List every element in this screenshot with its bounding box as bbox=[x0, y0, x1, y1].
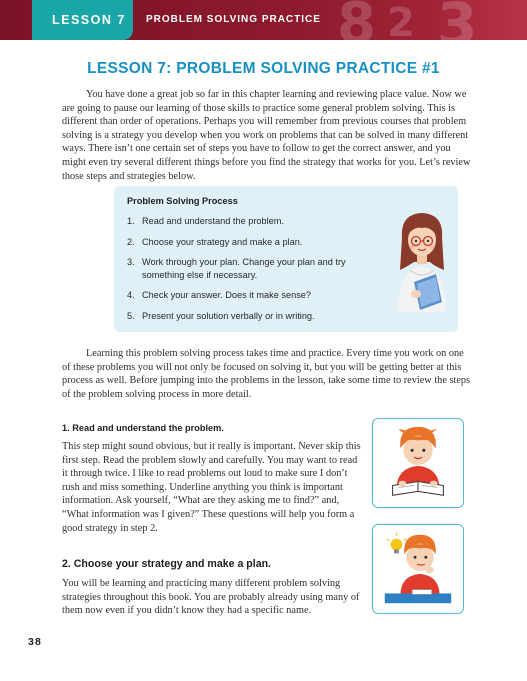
svg-text:3: 3 bbox=[437, 0, 478, 52]
svg-text:8: 8 bbox=[337, 0, 376, 52]
step-number: 3. bbox=[127, 257, 135, 267]
step-number: 2. bbox=[127, 236, 135, 247]
section-heading-read-understand: 1. Read and understand the problem. bbox=[62, 423, 224, 433]
process-steps-list bbox=[127, 215, 372, 330]
section-body-choose-strategy: You will be learning and practicing many different problem solving strategies throughout this book. You are probably already using many of them now even if you didn’t know they had a specific name. bbox=[62, 578, 360, 617]
header-section-title: PROBLEM SOLVING PRACTICE bbox=[146, 14, 321, 25]
step-number: 5. bbox=[127, 310, 135, 321]
step-text: Work through your plan. Change your plan and try something else if necessary. bbox=[142, 257, 346, 280]
boy-lightbulb-thinking-icon bbox=[373, 525, 463, 613]
process-step bbox=[127, 215, 372, 228]
step-number: 4. bbox=[127, 290, 135, 300]
intro-paragraph: You have done a great job so far in this chapter learning and reviewing place value. Now we are going to pause our learning of those skills to practice some general problem solving. This is different than order of operations. Perhaps you will remember from previous courses that problem solving is a strategy you develop when you work on problems that can be solved in many different ways. There isn’t one certain set of steps you have to follow to get the correct answer, and you might even try several different things before you find the strategy that works for you. Let’s review those steps and strategies below. bbox=[62, 89, 471, 182]
girl-reading-book-icon bbox=[384, 208, 460, 312]
lesson-number-tab: LESSON 7 bbox=[32, 0, 133, 40]
process-box-title: Problem Solving Process bbox=[127, 196, 238, 206]
page-number: 38 bbox=[28, 636, 43, 648]
process-explanation-paragraph: Learning this problem solving process takes time and practice. Every time you work on one of these problems you will not only be focused on solving it, but you will be getting better at this process as well. Before jumping into the problems in the lesson, take some time to review the steps of the problem solving process in more detail. bbox=[62, 348, 471, 400]
process-step bbox=[127, 236, 372, 249]
page-title: LESSON 7: PROBLEM SOLVING PRACTICE #1 bbox=[87, 60, 440, 77]
process-step bbox=[127, 256, 372, 281]
svg-text:2: 2 bbox=[387, 0, 415, 46]
step-text: Read and understand the problem. bbox=[142, 216, 284, 226]
step-text: Choose your strategy and make a plan. bbox=[142, 236, 303, 247]
boy-reading-book-icon bbox=[373, 419, 463, 507]
process-step bbox=[127, 289, 372, 302]
process-step bbox=[127, 310, 372, 323]
decorative-numbers-graphic bbox=[327, 0, 507, 52]
boy-thinking-card bbox=[372, 524, 464, 614]
step-text: Check your answer. Does it make sense? bbox=[142, 290, 312, 300]
section-body-read-understand: This step might sound obvious, but it really is important. Never skip this first step. Read the problem slowly and carefully. You may want to read it through twice. I like to read problems out loud to make sure I don’t rush and miss something. Underline anything you think is important information. Ask yourself, “What are they asking me to find?” and, “What information was I given?” These questions will help you form a good strategy in step 2. bbox=[62, 441, 361, 534]
section-heading-choose-strategy: 2. Choose your strategy and make a plan. bbox=[62, 558, 271, 570]
step-text: Present your solution verbally or in writing. bbox=[142, 310, 315, 321]
boy-reading-card bbox=[372, 418, 464, 508]
lesson-header-band bbox=[0, 0, 527, 52]
step-number: 1. bbox=[127, 216, 135, 226]
